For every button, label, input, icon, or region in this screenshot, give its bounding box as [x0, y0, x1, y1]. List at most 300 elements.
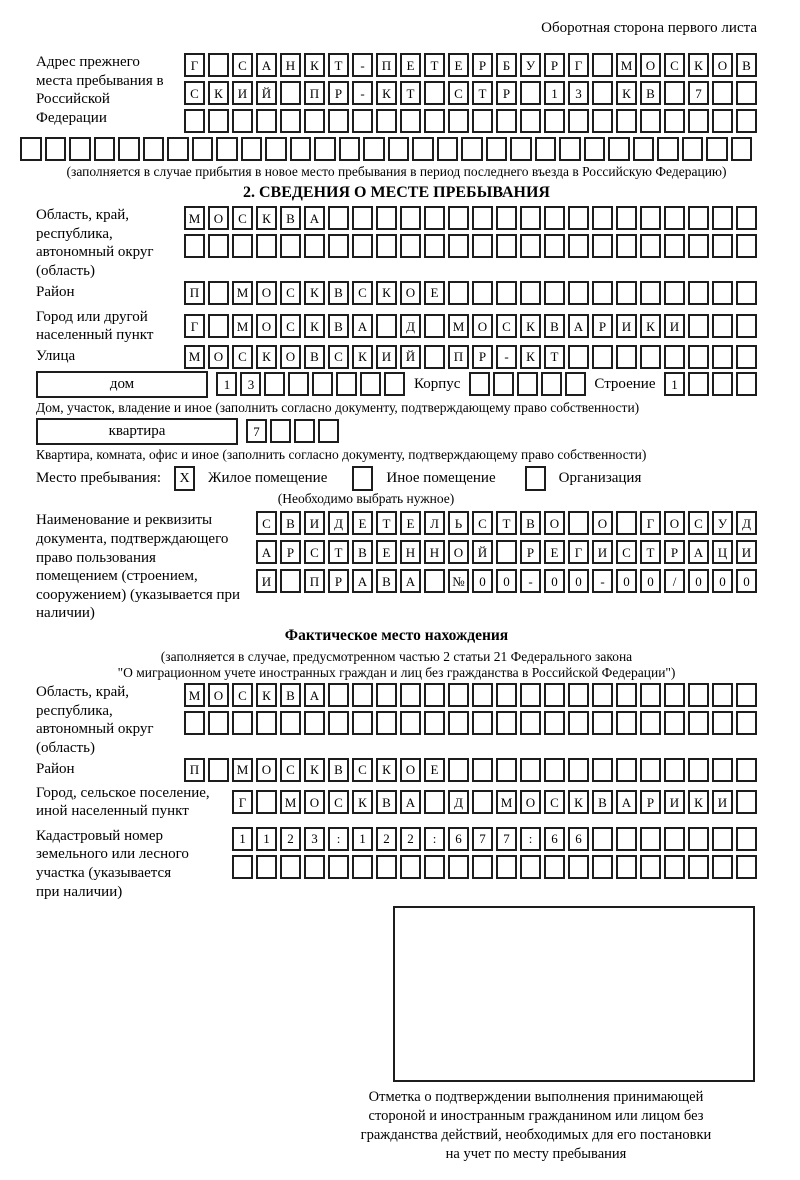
char-box[interactable]: К: [616, 81, 637, 105]
char-box[interactable]: [376, 234, 397, 258]
char-box[interactable]: О: [208, 683, 229, 707]
char-box[interactable]: [520, 234, 541, 258]
char-box[interactable]: [314, 137, 336, 161]
char-box[interactable]: [520, 683, 541, 707]
char-box[interactable]: [688, 711, 709, 735]
char-box[interactable]: /: [664, 569, 685, 593]
char-box[interactable]: [568, 511, 589, 535]
char-box[interactable]: Г: [184, 314, 205, 338]
char-box[interactable]: 7: [246, 419, 267, 443]
char-box[interactable]: [412, 137, 434, 161]
char-box[interactable]: А: [256, 53, 277, 77]
char-box[interactable]: Н: [280, 53, 301, 77]
char-box[interactable]: [304, 109, 325, 133]
char-box[interactable]: [352, 234, 373, 258]
char-box[interactable]: О: [256, 281, 277, 305]
char-box[interactable]: [664, 234, 685, 258]
char-box[interactable]: [592, 683, 613, 707]
char-box[interactable]: [376, 314, 397, 338]
char-box[interactable]: [592, 109, 613, 133]
char-box[interactable]: -: [496, 345, 517, 369]
char-box[interactable]: [256, 855, 277, 879]
char-box[interactable]: 1: [256, 827, 277, 851]
char-box[interactable]: О: [208, 206, 229, 230]
char-box[interactable]: М: [280, 790, 301, 814]
char-box[interactable]: [20, 137, 42, 161]
char-box[interactable]: [328, 711, 349, 735]
char-box[interactable]: К: [520, 345, 541, 369]
char-box[interactable]: [688, 206, 709, 230]
char-box[interactable]: И: [664, 314, 685, 338]
char-box[interactable]: Е: [400, 511, 421, 535]
char-box[interactable]: [448, 855, 469, 879]
char-box[interactable]: А: [688, 540, 709, 564]
char-box[interactable]: Е: [376, 540, 397, 564]
char-box[interactable]: Л: [424, 511, 445, 535]
char-box[interactable]: И: [304, 511, 325, 535]
char-box[interactable]: Т: [640, 540, 661, 564]
char-box[interactable]: -: [352, 53, 373, 77]
char-box[interactable]: Т: [472, 81, 493, 105]
char-box[interactable]: [736, 758, 757, 782]
char-box[interactable]: [69, 137, 91, 161]
char-box[interactable]: [208, 314, 229, 338]
char-box[interactable]: Д: [448, 790, 469, 814]
char-box[interactable]: Е: [424, 758, 445, 782]
char-box[interactable]: [568, 711, 589, 735]
char-box[interactable]: [304, 234, 325, 258]
char-box[interactable]: [736, 855, 757, 879]
char-box[interactable]: У: [520, 53, 541, 77]
char-box[interactable]: О: [472, 314, 493, 338]
char-box[interactable]: С: [448, 81, 469, 105]
char-box[interactable]: [384, 372, 405, 396]
char-box[interactable]: [461, 137, 483, 161]
char-box[interactable]: [664, 683, 685, 707]
char-box[interactable]: [688, 855, 709, 879]
char-box[interactable]: [208, 53, 229, 77]
char-box[interactable]: [376, 109, 397, 133]
char-box[interactable]: [640, 711, 661, 735]
char-box[interactable]: [486, 137, 508, 161]
char-box[interactable]: -: [592, 569, 613, 593]
char-box[interactable]: [232, 109, 253, 133]
char-box[interactable]: [264, 372, 285, 396]
char-box[interactable]: В: [328, 281, 349, 305]
char-box[interactable]: Р: [472, 53, 493, 77]
char-box[interactable]: [472, 711, 493, 735]
char-box[interactable]: [535, 137, 557, 161]
char-box[interactable]: [640, 234, 661, 258]
char-box[interactable]: 7: [688, 81, 709, 105]
char-box[interactable]: [544, 758, 565, 782]
char-box[interactable]: М: [232, 758, 253, 782]
char-box[interactable]: [736, 81, 757, 105]
char-box[interactable]: [318, 419, 339, 443]
char-box[interactable]: И: [616, 314, 637, 338]
char-box[interactable]: [568, 109, 589, 133]
char-box[interactable]: О: [592, 511, 613, 535]
char-box[interactable]: [736, 711, 757, 735]
char-box[interactable]: [640, 855, 661, 879]
char-box[interactable]: [640, 281, 661, 305]
char-box[interactable]: [400, 855, 421, 879]
char-box[interactable]: [520, 81, 541, 105]
char-box[interactable]: И: [256, 569, 277, 593]
char-box[interactable]: И: [664, 790, 685, 814]
char-box[interactable]: И: [712, 790, 733, 814]
char-box[interactable]: К: [304, 53, 325, 77]
char-box[interactable]: [559, 137, 581, 161]
char-box[interactable]: [712, 683, 733, 707]
char-box[interactable]: [376, 206, 397, 230]
char-box[interactable]: [376, 683, 397, 707]
char-box[interactable]: [736, 281, 757, 305]
char-box[interactable]: [472, 683, 493, 707]
char-box[interactable]: [400, 206, 421, 230]
char-box[interactable]: [640, 109, 661, 133]
char-box[interactable]: :: [520, 827, 541, 851]
char-box[interactable]: В: [280, 511, 301, 535]
char-box[interactable]: [688, 314, 709, 338]
char-box[interactable]: [167, 137, 189, 161]
char-box[interactable]: [496, 758, 517, 782]
char-box[interactable]: [544, 109, 565, 133]
char-box[interactable]: [265, 137, 287, 161]
char-box[interactable]: [616, 855, 637, 879]
char-box[interactable]: Р: [544, 53, 565, 77]
char-box[interactable]: К: [520, 314, 541, 338]
char-box[interactable]: [400, 109, 421, 133]
char-box[interactable]: [328, 109, 349, 133]
char-box[interactable]: Б: [496, 53, 517, 77]
char-box[interactable]: [640, 827, 661, 851]
char-box[interactable]: А: [400, 569, 421, 593]
char-box[interactable]: 0: [640, 569, 661, 593]
char-box[interactable]: [336, 372, 357, 396]
char-box[interactable]: О: [544, 511, 565, 535]
char-box[interactable]: [616, 234, 637, 258]
char-box[interactable]: [568, 683, 589, 707]
char-box[interactable]: [192, 137, 214, 161]
char-box[interactable]: П: [184, 281, 205, 305]
char-box[interactable]: №: [448, 569, 469, 593]
char-box[interactable]: [544, 234, 565, 258]
char-box[interactable]: [712, 81, 733, 105]
char-box[interactable]: М: [232, 281, 253, 305]
char-box[interactable]: [592, 827, 613, 851]
char-box[interactable]: С: [352, 758, 373, 782]
char-box[interactable]: [472, 855, 493, 879]
char-box[interactable]: [736, 206, 757, 230]
char-box[interactable]: [280, 711, 301, 735]
char-box[interactable]: [304, 711, 325, 735]
char-box[interactable]: А: [352, 314, 373, 338]
char-box[interactable]: [448, 281, 469, 305]
char-box[interactable]: Т: [400, 81, 421, 105]
char-box[interactable]: Т: [496, 511, 517, 535]
char-box[interactable]: [280, 569, 301, 593]
char-box[interactable]: [712, 855, 733, 879]
char-box[interactable]: М: [496, 790, 517, 814]
char-box[interactable]: [472, 281, 493, 305]
char-box[interactable]: [592, 206, 613, 230]
char-box[interactable]: [616, 281, 637, 305]
char-box[interactable]: О: [400, 758, 421, 782]
char-box[interactable]: [424, 81, 445, 105]
char-box[interactable]: 7: [472, 827, 493, 851]
char-box[interactable]: [712, 281, 733, 305]
char-box[interactable]: [472, 790, 493, 814]
char-box[interactable]: [216, 137, 238, 161]
char-box[interactable]: [736, 345, 757, 369]
char-box[interactable]: Р: [664, 540, 685, 564]
char-box[interactable]: К: [376, 81, 397, 105]
char-box[interactable]: 2: [400, 827, 421, 851]
char-box[interactable]: [568, 758, 589, 782]
char-box[interactable]: [424, 109, 445, 133]
char-box[interactable]: В: [280, 206, 301, 230]
char-box[interactable]: 6: [544, 827, 565, 851]
char-box[interactable]: [424, 314, 445, 338]
char-box[interactable]: [118, 137, 140, 161]
char-box[interactable]: И: [232, 81, 253, 105]
char-box[interactable]: -: [352, 81, 373, 105]
char-box[interactable]: П: [376, 53, 397, 77]
char-box[interactable]: 0: [568, 569, 589, 593]
char-box[interactable]: [424, 206, 445, 230]
char-box[interactable]: [280, 855, 301, 879]
char-box[interactable]: [616, 345, 637, 369]
char-box[interactable]: 1: [232, 827, 253, 851]
char-box[interactable]: [608, 137, 630, 161]
char-box[interactable]: С: [280, 314, 301, 338]
char-box[interactable]: [712, 758, 733, 782]
char-box[interactable]: [664, 206, 685, 230]
char-box[interactable]: [664, 81, 685, 105]
char-box[interactable]: В: [736, 53, 757, 77]
char-box[interactable]: Р: [280, 540, 301, 564]
char-box[interactable]: 0: [544, 569, 565, 593]
char-box[interactable]: [496, 206, 517, 230]
char-box[interactable]: [616, 711, 637, 735]
char-box[interactable]: [208, 281, 229, 305]
char-box[interactable]: [712, 345, 733, 369]
char-box[interactable]: [712, 234, 733, 258]
char-box[interactable]: 7: [496, 827, 517, 851]
char-box[interactable]: [184, 109, 205, 133]
char-box[interactable]: [400, 711, 421, 735]
char-box[interactable]: Д: [736, 511, 757, 535]
char-box[interactable]: Г: [184, 53, 205, 77]
char-box[interactable]: [328, 855, 349, 879]
char-box[interactable]: 6: [448, 827, 469, 851]
char-box[interactable]: [616, 206, 637, 230]
char-box[interactable]: [424, 569, 445, 593]
char-box[interactable]: [731, 137, 753, 161]
char-box[interactable]: П: [304, 81, 325, 105]
char-box[interactable]: М: [184, 206, 205, 230]
char-box[interactable]: [565, 372, 586, 396]
char-box[interactable]: [664, 109, 685, 133]
char-box[interactable]: [208, 758, 229, 782]
char-box[interactable]: [592, 855, 613, 879]
char-box[interactable]: В: [328, 314, 349, 338]
char-box[interactable]: [736, 372, 757, 396]
char-box[interactable]: И: [592, 540, 613, 564]
char-box[interactable]: [633, 137, 655, 161]
char-box[interactable]: [94, 137, 116, 161]
char-box[interactable]: Г: [568, 53, 589, 77]
char-box[interactable]: 2: [376, 827, 397, 851]
char-box[interactable]: Г: [640, 511, 661, 535]
char-box[interactable]: Г: [232, 790, 253, 814]
char-box[interactable]: К: [304, 758, 325, 782]
char-box[interactable]: [472, 109, 493, 133]
char-box[interactable]: В: [544, 314, 565, 338]
char-box[interactable]: А: [304, 683, 325, 707]
char-box[interactable]: Е: [424, 281, 445, 305]
char-box[interactable]: К: [376, 281, 397, 305]
char-box[interactable]: 3: [304, 827, 325, 851]
char-box[interactable]: [256, 234, 277, 258]
char-box[interactable]: Р: [328, 81, 349, 105]
char-box[interactable]: К: [256, 345, 277, 369]
dom-type-box[interactable]: дом: [36, 371, 208, 398]
char-box[interactable]: [712, 372, 733, 396]
char-box[interactable]: 3: [240, 372, 261, 396]
char-box[interactable]: [360, 372, 381, 396]
char-box[interactable]: [520, 855, 541, 879]
char-box[interactable]: С: [232, 345, 253, 369]
checkbox-zhiloe-pomeshchenie[interactable]: X: [174, 466, 195, 491]
char-box[interactable]: К: [640, 314, 661, 338]
char-box[interactable]: [472, 206, 493, 230]
char-box[interactable]: [352, 855, 373, 879]
char-box[interactable]: С: [688, 511, 709, 535]
char-box[interactable]: [45, 137, 67, 161]
char-box[interactable]: [544, 206, 565, 230]
char-box[interactable]: [472, 234, 493, 258]
char-box[interactable]: О: [280, 345, 301, 369]
char-box[interactable]: [712, 827, 733, 851]
char-box[interactable]: [232, 855, 253, 879]
char-box[interactable]: О: [256, 314, 277, 338]
char-box[interactable]: [448, 758, 469, 782]
char-box[interactable]: Т: [424, 53, 445, 77]
char-box[interactable]: С: [328, 790, 349, 814]
char-box[interactable]: [424, 790, 445, 814]
char-box[interactable]: [232, 234, 253, 258]
char-box[interactable]: :: [328, 827, 349, 851]
char-box[interactable]: 2: [280, 827, 301, 851]
char-box[interactable]: А: [400, 790, 421, 814]
char-box[interactable]: [270, 419, 291, 443]
char-box[interactable]: [568, 234, 589, 258]
char-box[interactable]: О: [712, 53, 733, 77]
char-box[interactable]: [424, 855, 445, 879]
char-box[interactable]: [657, 137, 679, 161]
char-box[interactable]: 1: [216, 372, 237, 396]
char-box[interactable]: А: [256, 540, 277, 564]
char-box[interactable]: 3: [568, 81, 589, 105]
char-box[interactable]: С: [664, 53, 685, 77]
char-box[interactable]: А: [304, 206, 325, 230]
char-box[interactable]: [424, 683, 445, 707]
char-box[interactable]: [448, 206, 469, 230]
char-box[interactable]: [682, 137, 704, 161]
char-box[interactable]: А: [568, 314, 589, 338]
char-box[interactable]: [544, 281, 565, 305]
char-box[interactable]: С: [232, 206, 253, 230]
char-box[interactable]: С: [328, 345, 349, 369]
char-box[interactable]: К: [688, 790, 709, 814]
char-box[interactable]: В: [304, 345, 325, 369]
char-box[interactable]: С: [280, 281, 301, 305]
char-box[interactable]: О: [664, 511, 685, 535]
char-box[interactable]: [339, 137, 361, 161]
char-box[interactable]: Т: [544, 345, 565, 369]
checkbox-inoe-pomeshchenie[interactable]: [352, 466, 373, 491]
checkbox-organizatsiya[interactable]: [525, 466, 546, 491]
char-box[interactable]: [592, 281, 613, 305]
char-box[interactable]: К: [568, 790, 589, 814]
char-box[interactable]: [664, 758, 685, 782]
char-box[interactable]: О: [640, 53, 661, 77]
char-box[interactable]: [424, 711, 445, 735]
char-box[interactable]: [712, 109, 733, 133]
char-box[interactable]: [288, 372, 309, 396]
char-box[interactable]: [520, 281, 541, 305]
char-box[interactable]: С: [256, 511, 277, 535]
char-box[interactable]: В: [592, 790, 613, 814]
char-box[interactable]: В: [520, 511, 541, 535]
char-box[interactable]: [448, 234, 469, 258]
char-box[interactable]: О: [256, 758, 277, 782]
char-box[interactable]: [688, 827, 709, 851]
char-box[interactable]: Н: [424, 540, 445, 564]
char-box[interactable]: [400, 683, 421, 707]
char-box[interactable]: 0: [688, 569, 709, 593]
char-box[interactable]: [688, 109, 709, 133]
char-box[interactable]: 1: [352, 827, 373, 851]
char-box[interactable]: С: [544, 790, 565, 814]
char-box[interactable]: [616, 109, 637, 133]
char-box[interactable]: [736, 314, 757, 338]
char-box[interactable]: К: [256, 683, 277, 707]
char-box[interactable]: [706, 137, 728, 161]
char-box[interactable]: [304, 855, 325, 879]
char-box[interactable]: П: [448, 345, 469, 369]
char-box[interactable]: С: [352, 281, 373, 305]
char-box[interactable]: [640, 758, 661, 782]
char-box[interactable]: [143, 137, 165, 161]
char-box[interactable]: [496, 683, 517, 707]
char-box[interactable]: [496, 711, 517, 735]
char-box[interactable]: [448, 711, 469, 735]
char-box[interactable]: [472, 758, 493, 782]
char-box[interactable]: Д: [400, 314, 421, 338]
char-box[interactable]: [640, 345, 661, 369]
char-box[interactable]: [328, 206, 349, 230]
char-box[interactable]: С: [232, 53, 253, 77]
char-box[interactable]: [544, 683, 565, 707]
char-box[interactable]: [736, 683, 757, 707]
char-box[interactable]: [256, 109, 277, 133]
char-box[interactable]: М: [184, 345, 205, 369]
char-box[interactable]: [437, 137, 459, 161]
char-box[interactable]: О: [520, 790, 541, 814]
